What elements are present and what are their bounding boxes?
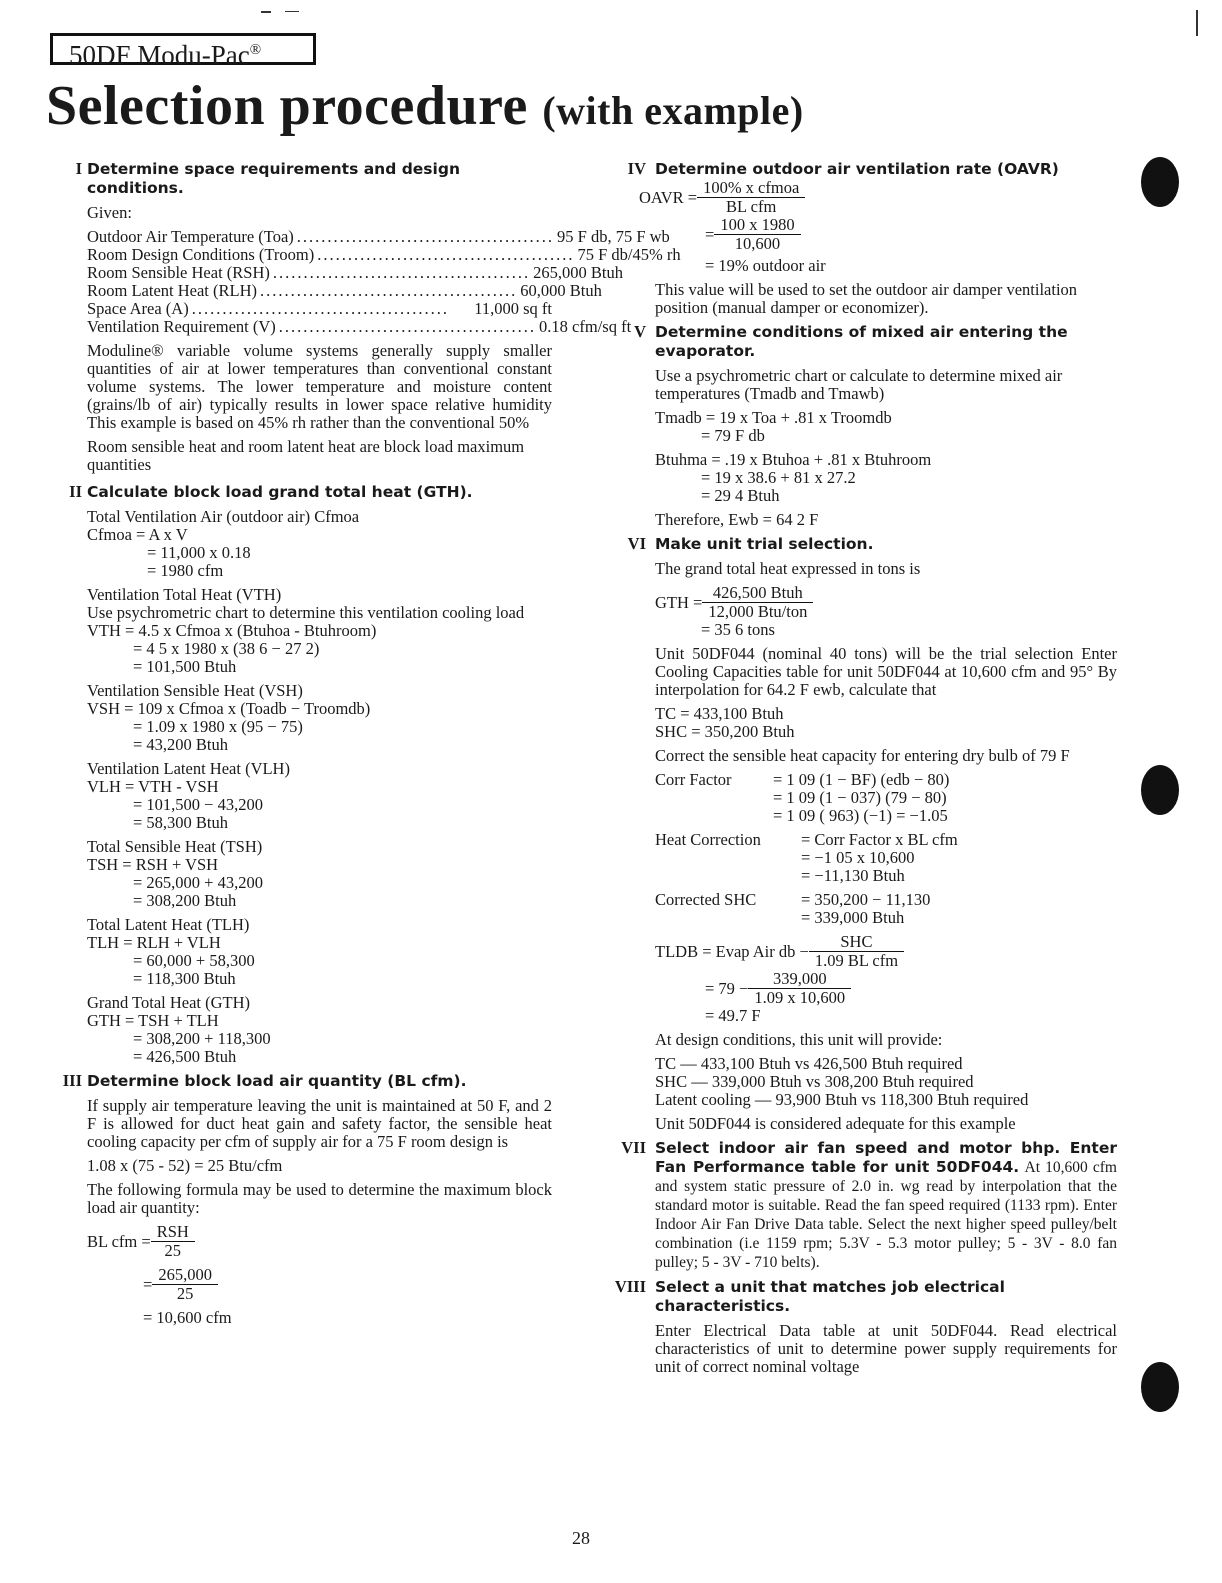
calc-line: = 101,500 − 43,200 (133, 795, 263, 814)
section-heading: Determine space requirements and design conditions. (87, 160, 460, 197)
row-value: 95 F db, 75 F wb (557, 227, 670, 246)
fraction (697, 179, 805, 216)
calc-line: = 60,000 + 58,300 (133, 951, 255, 970)
denominator: 10,600 (734, 234, 781, 253)
row-value: 11,000 sq ft (474, 299, 552, 318)
fraction (809, 933, 904, 970)
paragraph: Moduline® variable volume systems generally supply smaller quantities of air at lower temperatures than conventional constant volume systems. The lower temperature and moisture content (grains/lb of air) typically results in lower space relative humidity This example is based on 45% rh rather than the conventional 50% (87, 341, 552, 432)
given-label: Given: (87, 203, 132, 222)
row-label: Room Design Conditions (Troom) (87, 245, 315, 264)
paragraph: This value will be used to set the outdoor air damper ventilation position (manual damper or economizer). (655, 280, 1078, 317)
section-number: IV (627, 159, 646, 178)
calc-line: = 265,000 + 43,200 (133, 873, 263, 892)
bl-cfm-formula-2 (87, 1266, 552, 1303)
numerator: 100% x cfmoa (697, 179, 805, 198)
denominator: 1.09 x 10,600 (754, 988, 846, 1007)
section-8 (612, 1278, 1117, 1376)
scan-mark (1196, 10, 1198, 36)
calc-line: TLH = RLH + VLH (87, 933, 221, 952)
section-2 (62, 483, 552, 1066)
correction-row (655, 891, 1117, 909)
fraction (748, 970, 851, 1007)
corr-value: = −1 05 x 10,600 (801, 848, 915, 867)
section-6 (612, 535, 1117, 1133)
calc-line: VLH = VTH - VSH (87, 777, 219, 796)
section-number: II (69, 482, 82, 501)
calc-result: = 35 6 tons (701, 620, 775, 639)
section-number: VI (627, 534, 646, 553)
calc-line: = 426,500 Btuh (133, 1047, 237, 1066)
correction-row (655, 867, 1117, 885)
page-title (46, 74, 804, 138)
corr-value: = 339,000 Btuh (801, 908, 905, 927)
section-heading: Determine conditions of mixed air entering the evaporator. (655, 323, 1068, 360)
section-4 (612, 160, 1117, 317)
calc-line: Ventilation Sensible Heat (VSH) (87, 681, 303, 700)
row-label: Room Latent Heat (RLH) (87, 281, 257, 300)
section-5 (612, 323, 1117, 529)
calc-result: = 10,600 cfm (143, 1308, 232, 1327)
corr-value: = 1 09 (1 − 037) (79 − 80) (773, 788, 947, 807)
calc-line: = 19 x 38.6 + 81 x 27.2 (701, 468, 856, 487)
product-badge (50, 33, 316, 70)
corr-label: Corrected SHC (655, 890, 757, 909)
calc-line: Tmadb = 19 x Toa + .81 x Troomdb (655, 408, 892, 427)
corr-value: = 1 09 ( 963) (−1) = −1.05 (773, 806, 948, 825)
calc-line: 1.08 x (75 - 52) = 25 Btu/cfm (87, 1156, 283, 1175)
denominator: 25 (164, 1241, 181, 1260)
page-number: 28 (572, 1528, 590, 1548)
section-heading: Determine block load air quantity (BL cfm). (87, 1072, 467, 1090)
right-column (612, 160, 1117, 1376)
correction-row (655, 909, 1117, 927)
fraction (151, 1223, 195, 1260)
formula-lhs: GTH = (655, 592, 703, 612)
section-heading: Make unit trial selection. (655, 535, 874, 553)
paragraph: Correct the sensible heat capacity for entering dry bulb of 79 F (655, 746, 1070, 765)
corr-label (655, 867, 801, 885)
calc-line: Total Latent Heat (TLH) (87, 915, 250, 934)
row-label: Ventilation Requirement (V) (87, 317, 276, 336)
badge-reg: ® (249, 42, 262, 58)
paragraph (655, 1139, 1117, 1272)
corr-label (655, 789, 773, 807)
paragraph: If supply air temperature leaving the unit is maintained at 50 F, and 2 F is allowed for duct heat gain and safety factor, the sensible heat cooling capacity per cfm of supply air for a 75 F room design is (87, 1096, 552, 1151)
section-number: V (634, 322, 646, 341)
scan-mark (261, 11, 271, 13)
row-value: 265,000 Btuh (533, 263, 623, 282)
equals: = (705, 224, 715, 244)
oavr-formula (639, 179, 1117, 216)
calc-line: GTH = TSH + TLH (87, 1011, 219, 1030)
row-label: Room Sensible Heat (RSH) (87, 263, 270, 282)
calc-line: = 29 4 Btuh (701, 486, 780, 505)
denominator: 1.09 BL cfm (814, 951, 899, 970)
paragraph: Unit 50DF044 (nominal 40 tons) will be the trial selection Enter Cooling Capacities table for unit 50DF044 at 10,600 cfm and 95° By interpolation for 64.2 F ewb, calculate that (655, 644, 1117, 699)
formula-lhs: OAVR = (639, 187, 698, 207)
corr-value: = −11,130 Btuh (801, 866, 905, 885)
tldb-formula (655, 933, 1117, 970)
calc-line: VTH = 4.5 x Cfmoa x (Btuhoa - Btuhroom) (87, 621, 377, 640)
numerator: 100 x 1980 (714, 216, 800, 235)
calc-line: SHC = 350,200 Btuh (655, 722, 795, 741)
section-number: VII (621, 1138, 646, 1157)
calc-line: = 1980 cfm (147, 561, 224, 580)
tldb-formula-2 (655, 970, 1117, 1007)
correction-row (655, 771, 1117, 789)
calc-line: Cfmoa = A x V (87, 525, 188, 544)
row-value: 75 F db/45% rh (577, 245, 681, 264)
denominator: BL cfm (726, 197, 777, 216)
paragraph: Unit 50DF044 is considered adequate for this example (655, 1114, 1016, 1133)
calc-line: = 58,300 Btuh (133, 813, 229, 832)
corr-value: = 350,200 − 11,130 (801, 890, 931, 909)
calc-line: Ventilation Latent Heat (VLH) (87, 759, 290, 778)
fraction (152, 1266, 218, 1303)
title-paren: (with example) (542, 88, 804, 133)
calc-line: Btuhma = .19 x Btuhoa + .81 x Btuhroom (655, 450, 932, 469)
numerator: RSH (151, 1223, 195, 1242)
corr-value: = 1 09 (1 − BF) (edb − 80) (773, 770, 950, 789)
paragraph: The grand total heat expressed in tons is (655, 559, 921, 578)
paragraph: Use a psychrometric chart or calculate to determine mixed air temperatures (Tmadb and Tmawb) (655, 366, 1063, 403)
numerator: 339,000 (748, 970, 851, 989)
fraction (702, 584, 813, 621)
denominator: 25 (176, 1284, 194, 1303)
formula-lhs: = 79 − (705, 978, 749, 998)
numerator: 426,500 Btuh (702, 584, 813, 603)
binder-hole (1141, 157, 1179, 207)
calc-line: = 11,000 x 0.18 (147, 543, 251, 562)
row-label: Outdoor Air Temperature (Toa) (87, 227, 294, 246)
calc-line: = 101,500 Btuh (133, 657, 237, 676)
calc-line: Grand Total Heat (GTH) (87, 993, 251, 1012)
corr-label (655, 849, 801, 867)
section-number: I (75, 159, 82, 178)
provide-line: SHC — 339,000 Btuh vs 308,200 Btuh required (655, 1072, 974, 1091)
formula-lhs: BL cfm = (87, 1231, 151, 1251)
section-heading: Select a unit that matches job electrical characteristics. (655, 1278, 1005, 1315)
row-label: Space Area (A) (87, 299, 189, 318)
calc-line: Use psychrometric chart to determine this ventilation cooling load (87, 603, 525, 622)
provide-line: TC — 433,100 Btuh vs 426,500 Btuh required (655, 1054, 963, 1073)
calc-line: Ventilation Total Heat (VTH) (87, 585, 282, 604)
row-value: 0.18 cfm/sq ft (539, 317, 632, 336)
binder-hole (1141, 1362, 1179, 1412)
corr-value: = Corr Factor x BL cfm (801, 830, 958, 849)
correction-table (655, 771, 1117, 927)
formula-lhs: TLDB = Evap Air db − (655, 941, 809, 961)
calc-line: = 1.09 x 1980 x (95 − 75) (133, 717, 303, 736)
equals: = (143, 1274, 153, 1294)
calc-line: VSH = 109 x Cfmoa x (Toadb − Troomdb) (87, 699, 371, 718)
section-heading: Calculate block load grand total heat (GTH). (87, 483, 473, 501)
provide-line: Latent cooling — 93,900 Btuh vs 118,300 Btuh required (655, 1090, 1029, 1109)
calc-line: TC = 433,100 Btuh (655, 704, 784, 723)
calc-line: = 43,200 Btuh (133, 735, 229, 754)
section-number: III (62, 1071, 82, 1090)
badge-text: 50DF Modu-Pac (69, 40, 250, 70)
given-list (87, 227, 681, 336)
paragraph: At design conditions, this unit will provide: (655, 1030, 943, 1049)
correction-row (655, 789, 1117, 807)
calc-line: Therefore, Ewb = 64 2 F (655, 510, 819, 529)
given-row: Outdoor Air Temperature (Toa) .......................................... 95 F db, 75 F wb (87, 227, 670, 246)
oavr-formula-2 (655, 216, 1117, 253)
calc-line: = 79 F db (701, 426, 765, 445)
calc-line: = 4 5 x 1980 x (38 6 − 27 2) (133, 639, 320, 658)
correction-row (655, 807, 1117, 825)
title-main: Selection procedure (46, 75, 528, 137)
given-row: Room Sensible Heat (RSH) .......................................... 265,000 Btuh (87, 263, 623, 282)
calc-line: TSH = RSH + VSH (87, 855, 219, 874)
given-row: Space Area (A) .......................................... 11,000 sq ft (87, 299, 552, 318)
row-value: 60,000 Btuh (520, 281, 602, 300)
fraction (714, 216, 800, 253)
corr-label (655, 909, 801, 927)
section-7 (612, 1139, 1117, 1272)
calc-line: Total Sensible Heat (TSH) (87, 837, 263, 856)
section-heading: Determine outdoor air ventilation rate (OAVR) (655, 160, 1059, 178)
section-3 (62, 1072, 552, 1327)
correction-row (655, 849, 1117, 867)
calc-line: = 118,300 Btuh (133, 969, 236, 988)
binder-hole (1141, 765, 1179, 815)
given-row: Ventilation Requirement (V) .......................................... 0.18 cfm/sq ft (87, 317, 632, 336)
corr-label: Heat Correction (655, 830, 761, 849)
paragraph: The following formula may be used to determine the maximum block load air quantity: (87, 1180, 552, 1217)
denominator: 12,000 Btu/ton (708, 602, 808, 621)
section-number: VIII (614, 1277, 646, 1296)
corr-label: Corr Factor (655, 770, 732, 789)
gth-formula (655, 584, 1117, 621)
scan-mark (285, 11, 299, 12)
section-heading: Select indoor air fan speed and motor bhp. Enter Fan Performance table for unit 50DF044. (655, 1139, 1117, 1176)
numerator: 265,000 (152, 1266, 218, 1285)
calc-result: = 49.7 F (705, 1006, 761, 1025)
section-body: At 10,600 cfm and system static pressure of 2.0 in. wg read by interpolation that the standard motor is suitable. Read the fan speed required (1133 rpm). Enter Indoor Air Fan Drive Data table. Select the next higher speed pulley/belt combination (i.e 1159 rpm; 5.3V - 5.3 motor pulley; 5 - 3V - 8.0 fan pulley; 5 - 3V - 710 belts). (655, 1159, 1117, 1271)
given-row: Room Design Conditions (Troom) .......................................... 75 F db/45% rh (87, 245, 681, 264)
section-body: Enter Electrical Data table at unit 50DF044. Read electrical characteristics of unit to determine power supply requirements for unit of correct nominal voltage (655, 1321, 1117, 1376)
calc-line: = 308,200 + 118,300 (133, 1029, 271, 1048)
given-row: Room Latent Heat (RLH) .......................................... 60,000 Btuh (87, 281, 602, 300)
bl-cfm-formula (87, 1223, 552, 1260)
corr-label (655, 807, 773, 825)
numerator: SHC (809, 933, 904, 952)
calc-line: Total Ventilation Air (outdoor air) Cfmoa (87, 507, 360, 526)
paragraph: Room sensible heat and room latent heat are block load maximum quantities (87, 437, 525, 474)
calc-result: = 19% outdoor air (705, 256, 826, 275)
calc-line: = 308,200 Btuh (133, 891, 237, 910)
correction-row (655, 831, 1117, 849)
